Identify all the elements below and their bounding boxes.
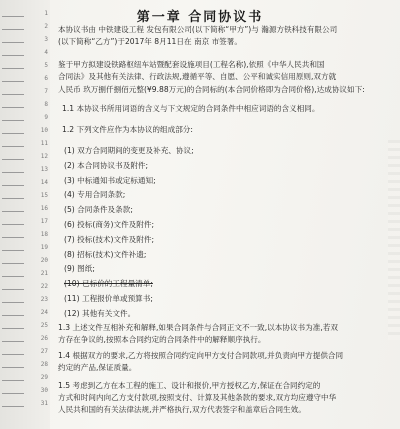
- margin-line-number: 4: [44, 49, 48, 56]
- margin-line-number: 7: [44, 88, 48, 95]
- list-item: (11) 工程报价单或预算书;: [64, 294, 153, 303]
- margin-line-number: 5: [44, 62, 48, 69]
- margin-line-number: 22: [40, 283, 48, 290]
- margin-rule: [2, 185, 24, 186]
- list-item: (3) 中标通知书或定标通知;: [64, 175, 156, 185]
- margin-line-number: 6: [44, 75, 48, 82]
- margin-rule: [2, 94, 24, 95]
- list-item: (1) 双方合同期间的变更及补充、协议;: [64, 146, 194, 155]
- margin-line-number: 12: [40, 153, 48, 160]
- margin-rule: [2, 328, 24, 329]
- margin-rule: [2, 81, 24, 82]
- list-item: (6) 投标(商务)文件及附件;: [64, 220, 154, 229]
- margin-rule: [2, 289, 24, 290]
- margin-line-number: 25: [40, 322, 48, 329]
- margin-rule: [2, 55, 24, 56]
- margin-line-number: 15: [40, 192, 48, 199]
- margin-line-number: 19: [40, 244, 48, 251]
- margin-rule: [2, 133, 24, 134]
- margin-rule: [2, 406, 24, 407]
- margin-line-number: 8: [44, 101, 48, 108]
- margin-line-number: 9: [44, 114, 48, 121]
- margin-rule: [2, 367, 24, 368]
- margin-rule: [2, 302, 24, 303]
- closing-line-c7: 人民共和国的有关法律法规,并严格执行,双方代表签字和盖章后合同生效。: [58, 405, 306, 414]
- margin-rule: [2, 68, 24, 69]
- margin-line-number: 31: [40, 400, 48, 407]
- left-margin-strip: [0, 0, 50, 429]
- margin-rule: [2, 146, 24, 147]
- margin-line-number: 18: [40, 231, 48, 238]
- margin-line-number: 1: [44, 10, 48, 17]
- closing-line-c4: 约定的产品,保证质量。: [58, 363, 137, 372]
- scan-edge-shadow: [388, 140, 400, 340]
- margin-line-number: 23: [40, 296, 48, 303]
- margin-line-number: 30: [40, 387, 48, 394]
- margin-rule: [2, 159, 24, 160]
- margin-rule: [2, 29, 24, 30]
- margin-rule: [2, 354, 24, 355]
- closing-line-c5: 1.5 考虑到乙方在本工程的施工、设计和报价,甲方授权乙方,保证在合同约定的: [58, 381, 321, 390]
- margin-line-number: 14: [40, 179, 48, 186]
- paragraph-line-p3: 鉴于甲方拟建设铁路枢纽车站暨配套设施项目(工程名称),依照《中华人民共和国: [58, 60, 325, 69]
- page-title: 第一章 合同协议书: [136, 10, 264, 25]
- margin-rule: [2, 120, 24, 121]
- margin-line-number: 29: [40, 374, 48, 381]
- margin-rule: [2, 237, 24, 238]
- margin-rule: [2, 42, 24, 43]
- paragraph-line-p1: 本协议书由 中铁建设工程 发包有限公司(以下简称“甲方”)与 瀚源方铁科技有限公司: [58, 25, 338, 34]
- paragraph-line-p4: 合同法》及其他有关法律、行政法规,遵循平等、自愿、公平和诚实信用原则,双方就: [58, 72, 337, 81]
- margin-line-number: 26: [40, 335, 48, 342]
- paragraph-line-p5: 人民币 玖万捌仟捌佰元整(¥9.88万元)的合同标的(本合同价格即为合同价格),达成协议如下:: [58, 85, 365, 94]
- margin-rule: [2, 211, 24, 212]
- list-item: (8) 招标(技术)文件补遗;: [64, 249, 147, 259]
- margin-rule: [2, 107, 24, 108]
- margin-line-number: 11: [40, 140, 48, 147]
- margin-line-number: 16: [40, 205, 48, 212]
- margin-line-number: 10: [40, 127, 48, 134]
- margin-rule: [2, 263, 24, 264]
- list-item: (9) 图纸;: [64, 264, 95, 274]
- margin-rule: [2, 276, 24, 277]
- list-item: (7) 投标(技术)文件及附件;: [64, 234, 154, 244]
- margin-line-number: 20: [40, 257, 48, 264]
- list-item: (4) 专用合同条款;: [64, 190, 126, 200]
- list-item: (2) 本合同协议书及附件;: [64, 160, 149, 170]
- margin-line-number: 27: [40, 348, 48, 355]
- margin-rule: [2, 250, 24, 251]
- margin-rule: [2, 172, 24, 173]
- margin-line-number: 24: [40, 309, 48, 316]
- margin-rule: [2, 224, 24, 225]
- list-item: (12) 其他有关文件。: [64, 308, 136, 318]
- margin-line-number: 17: [40, 218, 48, 225]
- margin-line-number: 21: [40, 270, 48, 277]
- closing-line-c3: 1.4 根据双方的要求,乙方将按照合同约定向甲方支付合同款项,并负责向甲方提供合同: [58, 351, 344, 360]
- margin-rule: [2, 198, 24, 199]
- margin-line-number: 3: [44, 36, 48, 43]
- closing-line-c1: 1.3 上述文件互相补充和解释,如果合同条件与合同正文不一致,以本协议书为准,若双: [58, 323, 338, 332]
- closing-line-c6: 方式和时间内向乙方支付款项,按照支付、计算及其他条款的要求,双方均应遵守中华: [58, 393, 337, 402]
- closing-line-c2: 方存在争议的,按照本合同约定的合同条件中的解释顺序执行。: [58, 335, 266, 344]
- margin-rule: [2, 315, 24, 316]
- margin-rule: [2, 393, 24, 394]
- margin-line-number: 28: [40, 361, 48, 368]
- margin-line-number: 13: [40, 166, 48, 173]
- margin-line-number: 2: [44, 23, 48, 30]
- paragraph-line-p7: 1.2 下列文件应作为本协议的组成部分:: [62, 125, 193, 134]
- margin-rule: [2, 341, 24, 342]
- list-item: (10) 已标价的工程量清单;: [64, 279, 153, 289]
- paragraph-line-p6: 1.1 本协议书所用词语的含义与下文规定的合同条件中相应词语的含义相同。: [62, 104, 320, 113]
- margin-rule: [2, 380, 24, 381]
- paragraph-line-p2: (以下简称“乙方”)于2017年 8月11日在 南京 市签署。: [58, 37, 242, 46]
- list-item: (5) 合同条件及条款;: [64, 205, 133, 215]
